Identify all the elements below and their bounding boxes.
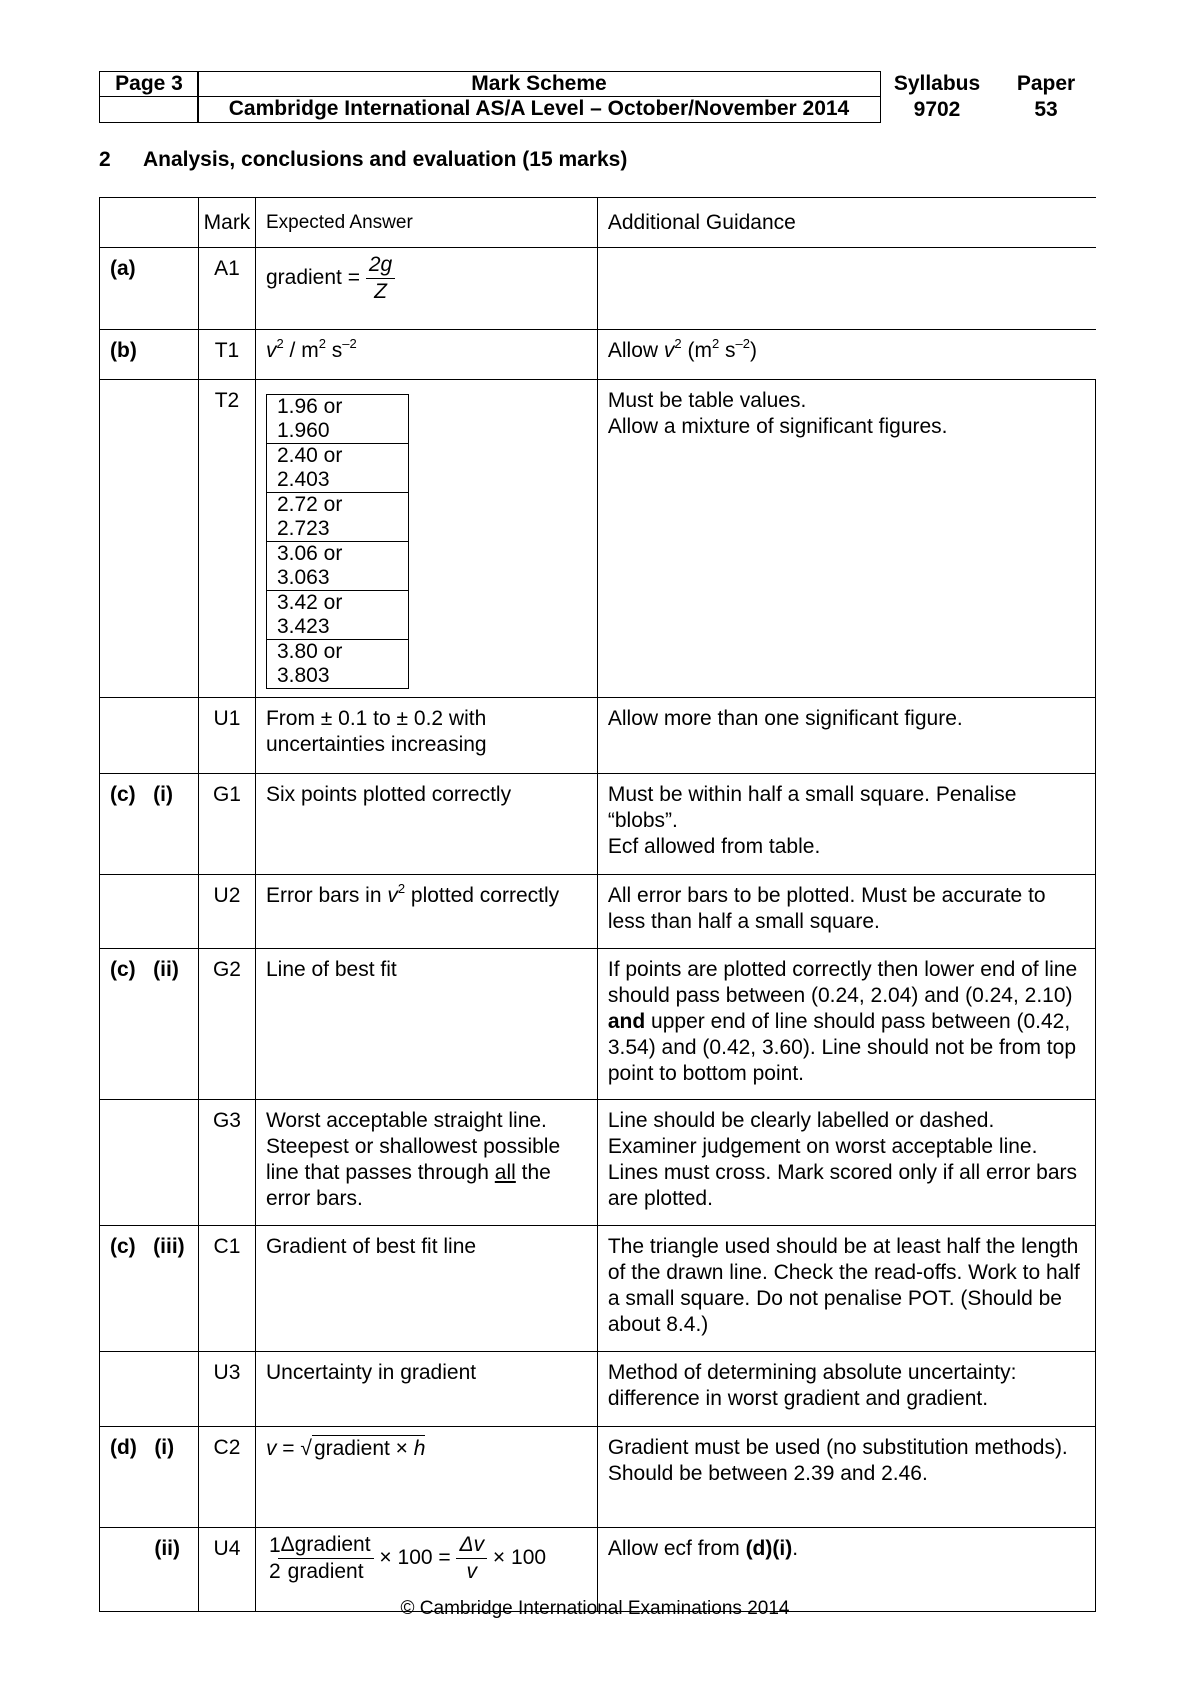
fraction-denominator: v bbox=[466, 1560, 478, 1583]
guidance-text: . bbox=[792, 1537, 799, 1560]
page-number: Page 3 bbox=[99, 71, 199, 97]
guidance-text: upper end of line should pass between (0.42, 3.54) and (0.42, 3.60). Line should not be from top point to bottom point. bbox=[607, 1010, 1077, 1085]
part-label: (c) (iii) bbox=[100, 1226, 199, 1352]
mark-code: A1 bbox=[198, 248, 255, 330]
guidance-emphasis: and bbox=[607, 1010, 646, 1033]
mark-code: T2 bbox=[198, 380, 255, 698]
guidance: Allow more than one significant figure. bbox=[597, 698, 1095, 774]
guidance-text: (m bbox=[681, 339, 712, 362]
table-row bbox=[100, 774, 1096, 875]
table-row bbox=[100, 380, 1096, 698]
value-cell: 3.80 or 3.803 bbox=[266, 640, 408, 689]
header-blank-cell bbox=[99, 95, 199, 123]
part-label: (d) (i) bbox=[100, 1427, 199, 1528]
answer-line: uncertainties increasing bbox=[265, 733, 487, 756]
section-title: Analysis, conclusions and evaluation (15 marks) bbox=[143, 148, 628, 171]
expected-answer: Error bars in $v^2$ plotted correctly bbox=[255, 875, 597, 949]
fraction-denominator: Z bbox=[374, 280, 387, 303]
guidance: Method of determining absolute uncertainty: difference in worst gradient and gradient. bbox=[597, 1352, 1095, 1427]
mark-code: U1 bbox=[198, 698, 255, 774]
expected-answer: $v^2 / m^2$ $s^{-2}$ bbox=[255, 330, 597, 380]
expected-answer: Line of best fit bbox=[255, 949, 597, 1100]
table-row bbox=[100, 1100, 1096, 1226]
part-label: (ii) bbox=[100, 1528, 199, 1612]
mark-code: U2 bbox=[198, 875, 255, 949]
guidance-emphasis: (d)(i) bbox=[745, 1537, 793, 1560]
mark-code: G3 bbox=[198, 1100, 255, 1226]
mark-code: U3 bbox=[198, 1352, 255, 1427]
paper-label: Paper bbox=[1016, 72, 1076, 95]
expected-answer: Gradient of best fit line bbox=[255, 1226, 597, 1352]
mark-code: T1 bbox=[198, 330, 255, 380]
paper-block bbox=[996, 71, 1096, 123]
fraction-numerator: Δv bbox=[456, 1532, 487, 1559]
mark-scheme-table bbox=[99, 197, 1096, 1612]
header-additional-guidance: Additional Guidance bbox=[597, 198, 1095, 248]
expected-answer bbox=[255, 1427, 597, 1528]
expected-answer bbox=[255, 1100, 597, 1226]
answer-text: plotted correctly bbox=[405, 884, 560, 907]
table-row bbox=[100, 1427, 1096, 1528]
equals-sign: = bbox=[276, 1437, 301, 1460]
fraction-numerator: 1 bbox=[268, 1533, 281, 1557]
fraction-numerator: 2g bbox=[366, 252, 395, 279]
sqrt-argument bbox=[312, 1435, 426, 1462]
guidance bbox=[597, 248, 1095, 330]
value-cell: 3.42 or 3.423 bbox=[266, 591, 408, 640]
guidance-line: Must be table values. bbox=[607, 389, 807, 412]
guidance-line: “blobs”. bbox=[607, 809, 678, 832]
value-cell: 1.96 or 1.960 bbox=[266, 395, 408, 444]
guidance bbox=[597, 774, 1095, 875]
guidance: Allow $v^2$ ($m^2$ $s^{-2}$) bbox=[597, 330, 1095, 380]
symbol-v: v bbox=[265, 339, 277, 362]
fraction-denominator: gradient bbox=[287, 1560, 364, 1583]
expected-answer: Six points plotted correctly bbox=[255, 774, 597, 875]
unit-text: / m bbox=[283, 339, 319, 362]
part-label: (b) bbox=[100, 330, 199, 380]
guidance: Line should be clearly labelled or dashed. Examiner judgement on worst acceptable line. Lines must cross. Mark scored only if all error bars are plotted. bbox=[597, 1100, 1095, 1226]
mark-code: C1 bbox=[198, 1226, 255, 1352]
syllabus-value: 9702 bbox=[913, 98, 961, 121]
symbol-v: v bbox=[663, 339, 675, 362]
symbol-h: h bbox=[413, 1437, 426, 1460]
section-heading bbox=[99, 148, 627, 172]
fraction-numerator: Δgradient bbox=[278, 1532, 374, 1559]
mark-code: G2 bbox=[198, 949, 255, 1100]
part-label: (c) (i) bbox=[100, 774, 199, 875]
expected-answer bbox=[255, 698, 597, 774]
table-row bbox=[100, 248, 1096, 330]
guidance-text: If points are plotted correctly then lower end of line should pass between (0.24, 2.04) and (0.24, 2.10) bbox=[607, 958, 1078, 1007]
v-squared-values-table bbox=[266, 394, 409, 689]
page-header bbox=[99, 71, 881, 123]
header-title: Mark Scheme bbox=[197, 71, 881, 97]
answer-text: Error bars in bbox=[265, 884, 388, 907]
unit-s: s bbox=[325, 339, 343, 362]
eq-text: × 100 = bbox=[373, 1546, 457, 1570]
mark-code: U4 bbox=[198, 1528, 255, 1612]
answer-prefix: gradient = bbox=[265, 266, 360, 290]
part-label: (a) bbox=[100, 248, 199, 330]
table-row bbox=[100, 1226, 1096, 1352]
answer-text: Worst acceptable straight line. Steepest or shallowest possible line that passes through bbox=[265, 1109, 561, 1184]
guidance bbox=[597, 1427, 1095, 1528]
guidance-line: Gradient must be used (no substitution methods). bbox=[607, 1436, 1068, 1459]
table-row bbox=[100, 330, 1096, 380]
guidance: The triangle used should be at least half the length of the drawn line. Check the read-offs. Work to half a small square. Do not penalise POT. (Should be about 8.4.) bbox=[597, 1226, 1095, 1352]
guidance bbox=[597, 380, 1095, 698]
copyright-footer: © Cambridge International Examinations 2014 bbox=[400, 1598, 790, 1619]
header-mark: Mark bbox=[198, 198, 255, 248]
expected-answer bbox=[255, 248, 597, 330]
answer-text: the error bars. bbox=[265, 1161, 551, 1210]
guidance: All error bars to be plotted. Must be accurate to less than half a small square. bbox=[597, 875, 1095, 949]
paper-value: 53 bbox=[1034, 98, 1058, 121]
mark-code: C2 bbox=[198, 1427, 255, 1528]
guidance-line: Must be within half a small square. Penalise bbox=[607, 783, 1017, 806]
table-header-row bbox=[100, 198, 1096, 248]
eq-text: gradient × bbox=[313, 1437, 414, 1460]
answer-line: From ± 0.1 to ± 0.2 with bbox=[265, 707, 487, 730]
guidance bbox=[597, 949, 1095, 1100]
guidance-text: Allow bbox=[607, 339, 664, 362]
guidance-line: Ecf allowed from table. bbox=[607, 835, 821, 858]
fraction-denominator: 2 bbox=[268, 1559, 281, 1583]
expected-answer bbox=[255, 380, 597, 698]
mark-code: G1 bbox=[198, 774, 255, 875]
part-label: (c) (ii) bbox=[100, 949, 199, 1100]
header-qualification: Cambridge International AS/A Level – October/November 2014 bbox=[197, 95, 881, 123]
table-row bbox=[100, 698, 1096, 774]
guidance-text: ) bbox=[750, 339, 757, 362]
eq-text: × 100 bbox=[487, 1546, 547, 1570]
section-number: 2 bbox=[99, 148, 111, 171]
answer-underlined: all bbox=[494, 1161, 516, 1184]
table-row bbox=[100, 949, 1096, 1100]
table-row bbox=[100, 875, 1096, 949]
header-expected-answer: Expected Answer bbox=[255, 198, 597, 248]
fraction-gradient bbox=[278, 1532, 374, 1585]
guidance-text: s bbox=[719, 339, 736, 362]
symbol-v: v bbox=[387, 884, 398, 907]
syllabus-block bbox=[882, 71, 992, 123]
guidance-line: Should be between 2.39 and 2.46. bbox=[607, 1462, 928, 1485]
value-cell: 2.40 or 2.403 bbox=[266, 444, 408, 493]
guidance-line: Allow a mixture of significant figures. bbox=[607, 415, 948, 438]
fraction-v bbox=[456, 1532, 487, 1585]
guidance-text: Allow ecf from bbox=[607, 1537, 746, 1560]
syllabus-label: Syllabus bbox=[893, 72, 981, 95]
value-cell: 2.72 or 2.723 bbox=[266, 493, 408, 542]
symbol-v: v bbox=[265, 1437, 277, 1460]
value-cell: 3.06 or 3.063 bbox=[266, 542, 408, 591]
table-row bbox=[100, 1352, 1096, 1427]
sqrt-symbol: √ bbox=[300, 1437, 312, 1460]
fraction bbox=[366, 252, 395, 305]
expected-answer: Uncertainty in gradient bbox=[255, 1352, 597, 1427]
